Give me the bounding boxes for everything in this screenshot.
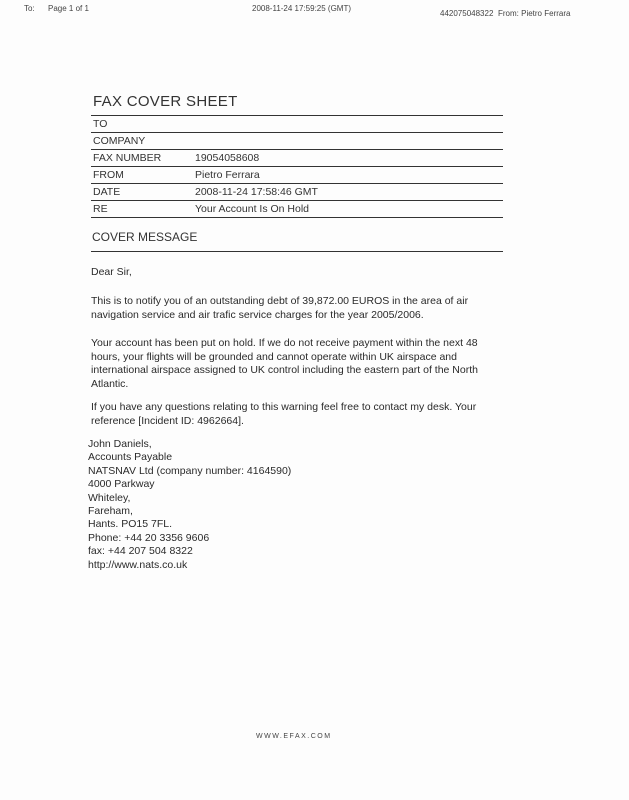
field-row-from bbox=[91, 167, 503, 184]
fax-header-number: 442075048322 bbox=[440, 9, 494, 18]
message-paragraph-3: If you have any questions relating to this warning feel free to contact my desk. Your reference [Incident ID: 4962664]. bbox=[91, 401, 477, 427]
field-value: Pietro Ferrara bbox=[195, 169, 260, 181]
field-value: 2008-11-24 17:58:46 GMT bbox=[195, 186, 318, 198]
signature-line: NATSNAV Ltd (company number: 4164590) bbox=[88, 464, 292, 477]
page-title: FAX COVER SHEET bbox=[93, 93, 238, 110]
signature-line: Whiteley, bbox=[88, 491, 131, 504]
fax-header-page: Page 1 of 1 bbox=[48, 4, 89, 13]
footer-efax: WWW.EFAX.COM bbox=[256, 733, 332, 740]
field-row-date bbox=[91, 184, 503, 201]
cover-message-divider bbox=[91, 251, 503, 252]
fax-fields-table bbox=[91, 115, 503, 218]
signature-link[interactable]: http://www.nats.co.uk bbox=[88, 558, 188, 571]
field-label: FROM bbox=[93, 169, 124, 181]
field-value: 19054058608 bbox=[195, 152, 260, 164]
fax-header-datetime: 2008-11-24 17:59:25 (GMT) bbox=[252, 4, 352, 13]
cover-message-heading: COVER MESSAGE bbox=[92, 230, 198, 244]
signature-line: John Daniels, bbox=[88, 438, 152, 450]
message-paragraph-1: This is to notify you of an outstanding debt of 39,872.00 EUROS in the area of air navigation service and air trafic service charges for the year 2005/2006. bbox=[91, 295, 469, 321]
field-row-fax-number bbox=[91, 150, 503, 167]
field-label: COMPANY bbox=[93, 135, 146, 147]
signature-line: Hants. PO15 7FL. bbox=[88, 518, 173, 531]
fax-header-from: From: Pietro Ferrara bbox=[498, 9, 571, 18]
signature-line: Fareham, bbox=[88, 505, 133, 518]
signature-block bbox=[88, 438, 291, 572]
field-label: RE bbox=[93, 203, 108, 215]
field-row-company bbox=[91, 133, 503, 150]
fax-header-to: To: bbox=[24, 4, 35, 13]
field-label: DATE bbox=[93, 186, 121, 198]
field-label: FAX NUMBER bbox=[93, 152, 162, 164]
signature-line: Accounts Payable bbox=[88, 451, 173, 464]
signature-line: Phone: +44 20 3356 9606 bbox=[88, 531, 210, 544]
field-value: Your Account Is On Hold bbox=[195, 203, 310, 215]
message-paragraph-2: Your account has been put on hold. If we do not receive payment within the next 48 hours, your flights will be grounded and cannot operate within UK airspace and international airspace assigned to UK control including the eastern part of the North Atlantic. bbox=[91, 337, 478, 390]
signature-line: fax: +44 207 504 8322 bbox=[88, 545, 193, 558]
field-row-re bbox=[91, 201, 503, 218]
signature-line: 4000 Parkway bbox=[88, 478, 155, 491]
field-label: TO bbox=[93, 118, 108, 130]
message-greeting: Dear Sir, bbox=[91, 266, 132, 278]
field-row-to bbox=[91, 115, 503, 133]
